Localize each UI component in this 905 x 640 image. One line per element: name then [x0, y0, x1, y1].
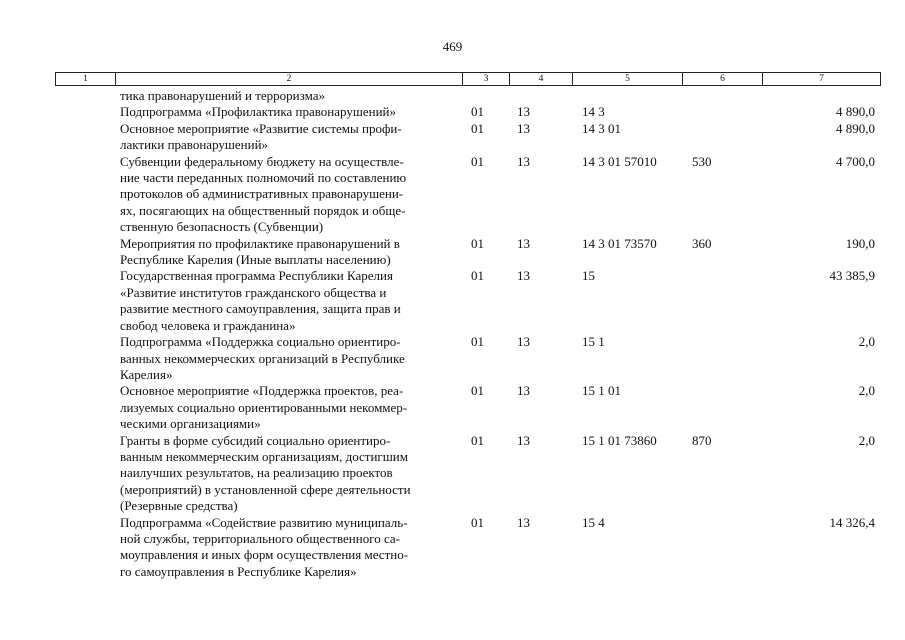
row-expense-type: 530	[692, 153, 712, 169]
row-amount: 2,0	[858, 334, 875, 350]
row-amount: 14 326,4	[829, 514, 875, 530]
row-target-code: 14 3	[582, 104, 605, 120]
column-header-table	[55, 72, 881, 86]
row-name: Подпрограмма «Поддержка социально ориентиро- ванных некоммерческих организаций в Республике Карелия»	[120, 334, 405, 382]
table-row	[0, 268, 905, 334]
table-row	[0, 154, 905, 236]
row-amount: 190,0	[845, 235, 875, 251]
table-row	[0, 88, 905, 104]
row-target-code: 14 3 01 73570	[582, 235, 657, 251]
row-amount: 4 890,0	[836, 104, 875, 120]
row-target-code: 14 3 01	[582, 120, 621, 136]
row-section: 01	[471, 383, 484, 399]
row-section: 01	[471, 514, 484, 530]
row-target-code: 15 1 01 73860	[582, 432, 657, 448]
row-name: Основное мероприятие «Развитие системы профи- лактики правонарушений»	[120, 120, 402, 153]
column-header-4: 4	[510, 73, 573, 86]
row-amount: 2,0	[858, 383, 875, 399]
row-amount: 4 700,0	[836, 153, 875, 169]
row-section: 01	[471, 153, 484, 169]
row-expense-type: 360	[692, 235, 712, 251]
row-target-code: 15 4	[582, 514, 605, 530]
row-amount: 4 890,0	[836, 120, 875, 136]
column-header-1: 1	[56, 73, 116, 86]
row-name: Подпрограмма «Содействие развитию муниципаль- ной службы, территориального общественного са- моуправления и иных форм осуществления местно- го самоуправления в Республике Карелия»	[120, 514, 409, 579]
row-name: тика правонарушений и терроризма»	[120, 88, 325, 103]
table-row	[0, 236, 905, 269]
row-name: Основное мероприятие «Поддержка проектов, реа- лизуемых социально ориентированными некоммер- ческими организациями»	[120, 383, 408, 432]
row-target-code: 15 1	[582, 334, 605, 350]
row-name: Мероприятия по профилактике правонарушений в Республике Карелия (Иные выплаты населению)	[120, 235, 400, 268]
row-subsection: 13	[517, 268, 530, 284]
column-header-5: 5	[573, 73, 683, 86]
row-subsection: 13	[517, 104, 530, 120]
column-header-6: 6	[683, 73, 763, 86]
table-row	[0, 515, 905, 581]
table-row	[0, 383, 905, 432]
row-section: 01	[471, 268, 484, 284]
row-target-code: 14 3 01 57010	[582, 153, 657, 169]
row-amount: 2,0	[858, 432, 875, 448]
row-subsection: 13	[517, 432, 530, 448]
row-subsection: 13	[517, 383, 530, 399]
row-subsection: 13	[517, 153, 530, 169]
table-row	[0, 433, 905, 515]
row-expense-type: 870	[692, 432, 712, 448]
page-number: 469	[442, 39, 463, 54]
row-subsection: 13	[517, 334, 530, 350]
row-target-code: 15 1 01	[582, 383, 621, 399]
row-subsection: 13	[517, 235, 530, 251]
table-row	[0, 121, 905, 154]
column-header-3: 3	[463, 73, 510, 86]
column-header-7: 7	[763, 73, 881, 86]
row-name: Гранты в форме субсидий социально ориентиро- ванным некоммерческим организациям, достигшим наилучших результатов, на реализацию проектов (мероприятий) в установленной сфере деятельности (Резервные средства)	[120, 432, 411, 514]
budget-table-body	[0, 88, 905, 580]
row-name: Подпрограмма «Профилактика правонарушений»	[120, 104, 397, 120]
row-section: 01	[471, 120, 484, 136]
row-section: 01	[471, 432, 484, 448]
column-header-row	[56, 73, 881, 86]
row-name: Субвенции федеральному бюджету на осуществле- ние части переданных полномочий по составлению протоколов об административных правонарушени- ях, посягающих на общественный порядок и обще- ственную безопасность (Субвенции)	[120, 153, 407, 235]
row-subsection: 13	[517, 120, 530, 136]
table-row	[0, 104, 905, 120]
row-section: 01	[471, 104, 484, 120]
row-amount: 43 385,9	[829, 268, 875, 284]
row-section: 01	[471, 235, 484, 251]
table-row	[0, 334, 905, 383]
column-header-2: 2	[116, 73, 463, 86]
row-section: 01	[471, 334, 484, 350]
row-name: Государственная программа Республики Карелия «Развитие институтов гражданского общества и развитие местного самоуправления, защита прав и свобод человека и гражданина»	[120, 268, 401, 333]
row-subsection: 13	[517, 514, 530, 530]
row-target-code: 15	[582, 268, 595, 284]
